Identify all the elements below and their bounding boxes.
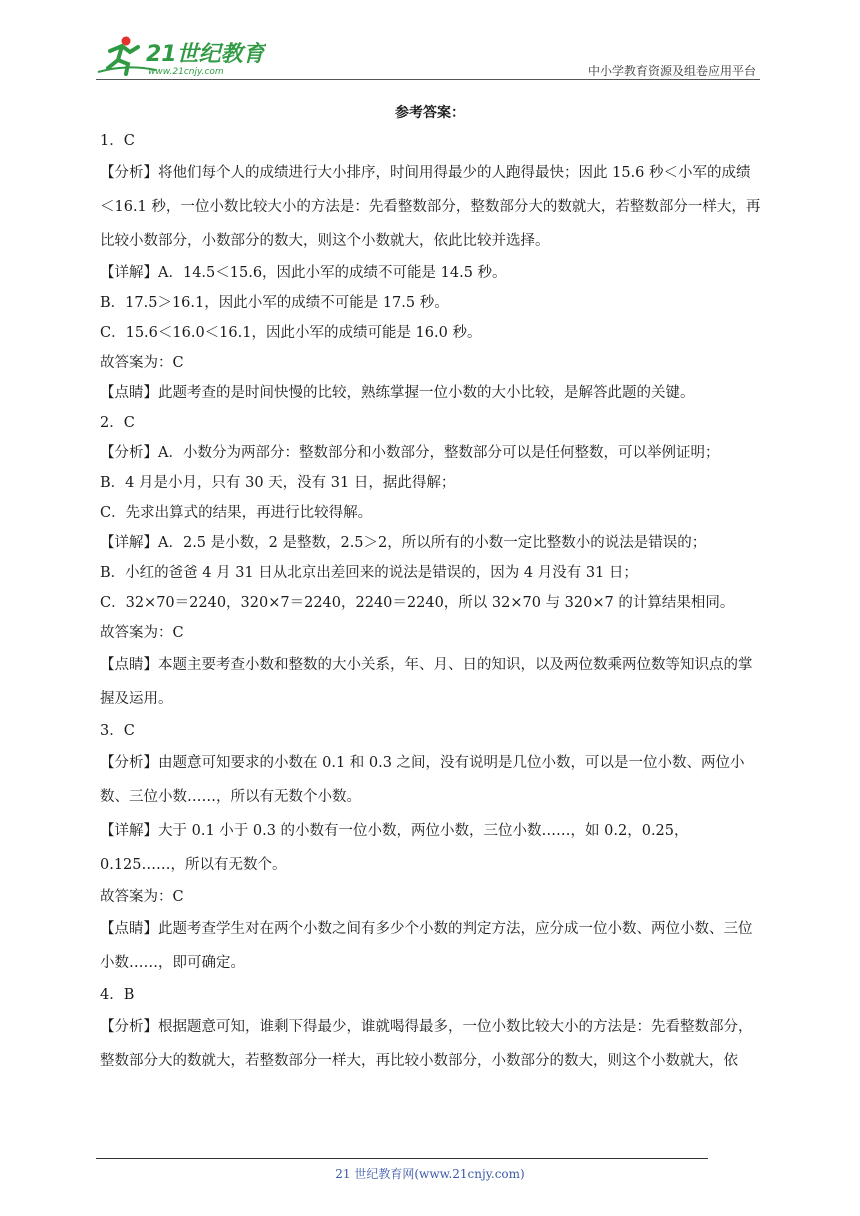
question-number: 1．C [100,133,135,149]
analysis-text: C．先求出算式的结果，再进行比较得解。 [100,505,373,521]
question-number: 3．C [100,723,135,739]
analysis-text: 【分析】将他们每个人的成绩进行大小排序，时间用得最少的人跑得最快；因此 15.6 秒＜小军的成绩＜16.1 秒，一位小数比较大小的方法是：先看整数部分，整数部分大的数就大，若整数部分一样大，再比较小数部分，小数部分的数大，则这个小数就大，依此比较并选择。 [100,165,761,249]
analysis-text: 【分析】根据题意可知，谁剩下得最少，谁就喝得最多，一位小数比较大小的方法是：先看整数部分，整数部分大的数就大，若整数部分一样大，再比较小数部分，小数部分的数大，则这个小数就大，依 [100,1019,753,1069]
footer-link[interactable]: 21 世纪教育网(www.21cnjy.com) [335,1167,525,1181]
detail-text: 【详解】A．2.5 是小数，2 是整数，2.5＞2，所以所有的小数一定比整数小的说法是错误的； [100,535,707,551]
page-header [96,28,760,80]
detail-text: B．17.5＞16.1，因此小军的成绩不可能是 17.5 秒。 [100,295,449,311]
page-title: 参考答案： [395,105,465,121]
site-logo [96,34,266,76]
analysis-text: 【分析】由题意可知要求的小数在 0.1 和 0.3 之间，没有说明是几位小数，可以是一位小数、两位小数、三位小数……，所以有无数个小数。 [100,755,745,805]
detail-text: 【详解】大于 0.1 小于 0.3 的小数有一位小数，两位小数，三位小数……，如 0.2，0.25，0.125……，所以有无数个。 [100,823,689,873]
header-platform-name: 中小学教育资源及组卷应用平台 [587,64,756,78]
analysis-text: B．4 月是小月，只有 30 天，没有 31 日，据此得解； [100,475,456,491]
svg-text:www.21cnjy.com: www.21cnjy.com [148,67,224,76]
question-number: 2．C [100,415,135,431]
comment-text: 【点睛】本题主要考查小数和整数的大小关系，年、月、日的知识，以及两位数乘两位数等知识点的掌握及运用。 [100,657,753,707]
detail-text: C．15.6＜16.0＜16.1，因此小军的成绩可能是 16.0 秒。 [100,325,482,341]
question-number: 4．B [100,987,135,1003]
comment-text: 【点睛】此题考查学生对在两个小数之间有多少个小数的判定方法，应分成一位小数、两位小数、三位小数……，即可确定。 [100,921,753,971]
answer-text: 故答案为：C [100,889,184,905]
header-divider [96,79,760,80]
answer-content [100,126,764,1078]
comment-text: 【点睛】此题考查的是时间快慢的比较，熟练掌握一位小数的大小比较，是解答此题的关键。 [100,385,695,401]
detail-text: 【详解】A．14.5＜15.6，因此小军的成绩不可能是 14.5 秒。 [100,265,507,281]
analysis-text: 【分析】A．小数分为两部分：整数部分和小数部分，整数部分可以是任何整数，可以举例证明； [100,445,720,461]
footer-divider [96,1158,708,1159]
answer-text: 故答案为：C [100,355,184,371]
answer-text: 故答案为：C [100,625,184,641]
detail-text: B．小红的爸爸 4 月 31 日从北京出差回来的说法是错误的，因为 4 月没有 31 日； [100,565,638,581]
detail-text: C．32×70＝2240，320×7＝2240，2240＝2240，所以 32×70 与 320×7 的计算结果相同。 [100,595,735,611]
svg-text:21世纪教育: 21世纪教育 [146,42,265,67]
